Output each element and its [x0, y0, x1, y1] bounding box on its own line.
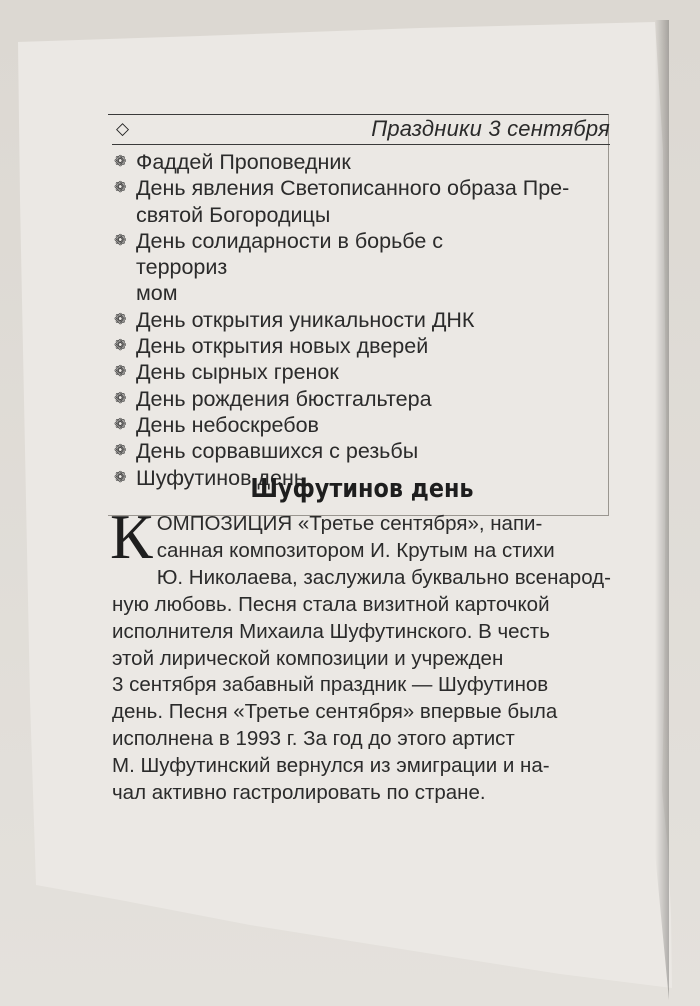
article-line: Ю. Николаева, заслужила буквально всенарод- [156, 565, 611, 589]
list-item: ❁ День явления Светописанного образа Пре- святой Богородицы [114, 176, 570, 227]
article-headline: Шуфутинов день [250, 474, 474, 504]
article-line: М. Шуфутинский вернулся из эмиграции и на- [112, 754, 550, 778]
holidays-list [114, 149, 614, 491]
flower-bullet-icon: ❁ [114, 231, 127, 249]
list-item: ❁ День рождения бюстгальтера [114, 386, 432, 411]
list-item: ❁ День сырных гренок [114, 360, 339, 385]
list-item: ❁ День небоскребов [114, 412, 319, 437]
holidays-title: Праздники 3 сентября [371, 116, 610, 141]
flower-bullet-icon: ❁ [114, 468, 127, 486]
article-line: 3 сентября забавный праздник — Шуфутинов [112, 673, 549, 697]
article-body [110, 501, 614, 807]
flower-bullet-icon: ❁ [114, 442, 127, 460]
list-item: ❁ День открытия уникальности ДНК [114, 307, 475, 332]
article-line: ОМПОЗИЦИЯ «Третье сентября», напи- [156, 512, 543, 535]
article-line: день. Песня «Третье сентября» впервые была [112, 700, 558, 724]
list-item: ❁ День открытия новых дверей [114, 334, 429, 359]
flower-bullet-icon: ❁ [114, 337, 127, 355]
list-item: ❁ День солидарности в борьбе с террориз мом [114, 228, 444, 306]
flower-bullet-icon: ❁ [114, 415, 127, 433]
article-line: санная композитором И. Крутым на стихи [156, 538, 555, 562]
article-line: этой лирической композиции и учрежден [112, 646, 504, 670]
list-item: ❁ Шуфутинов день [114, 465, 306, 490]
flower-bullet-icon: ❁ [114, 153, 127, 170]
article-line: исполнителя Михаила Шуфутинского. В честь [112, 619, 550, 643]
flower-bullet-icon: ❁ [114, 179, 127, 197]
holidays-header [112, 114, 610, 145]
diamond-icon: ◇ [116, 118, 130, 139]
flower-bullet-icon: ❁ [114, 389, 127, 407]
drop-cap: К [110, 501, 153, 572]
flower-bullet-icon: ❁ [114, 363, 127, 381]
list-item: ❁ Фаддей Проповедник [114, 150, 351, 174]
flower-bullet-icon: ❁ [114, 310, 127, 328]
list-item: ❁ День сорвавшихся с резьбы [114, 439, 419, 464]
article-line: ную любовь. Песня стала визитной карточкой [112, 592, 550, 616]
article-line: исполнена в 1993 г. За год до этого артист [112, 727, 515, 751]
clipping-shadow [655, 20, 669, 1000]
article-line: чал активно гастролировать по стране. [112, 781, 486, 805]
